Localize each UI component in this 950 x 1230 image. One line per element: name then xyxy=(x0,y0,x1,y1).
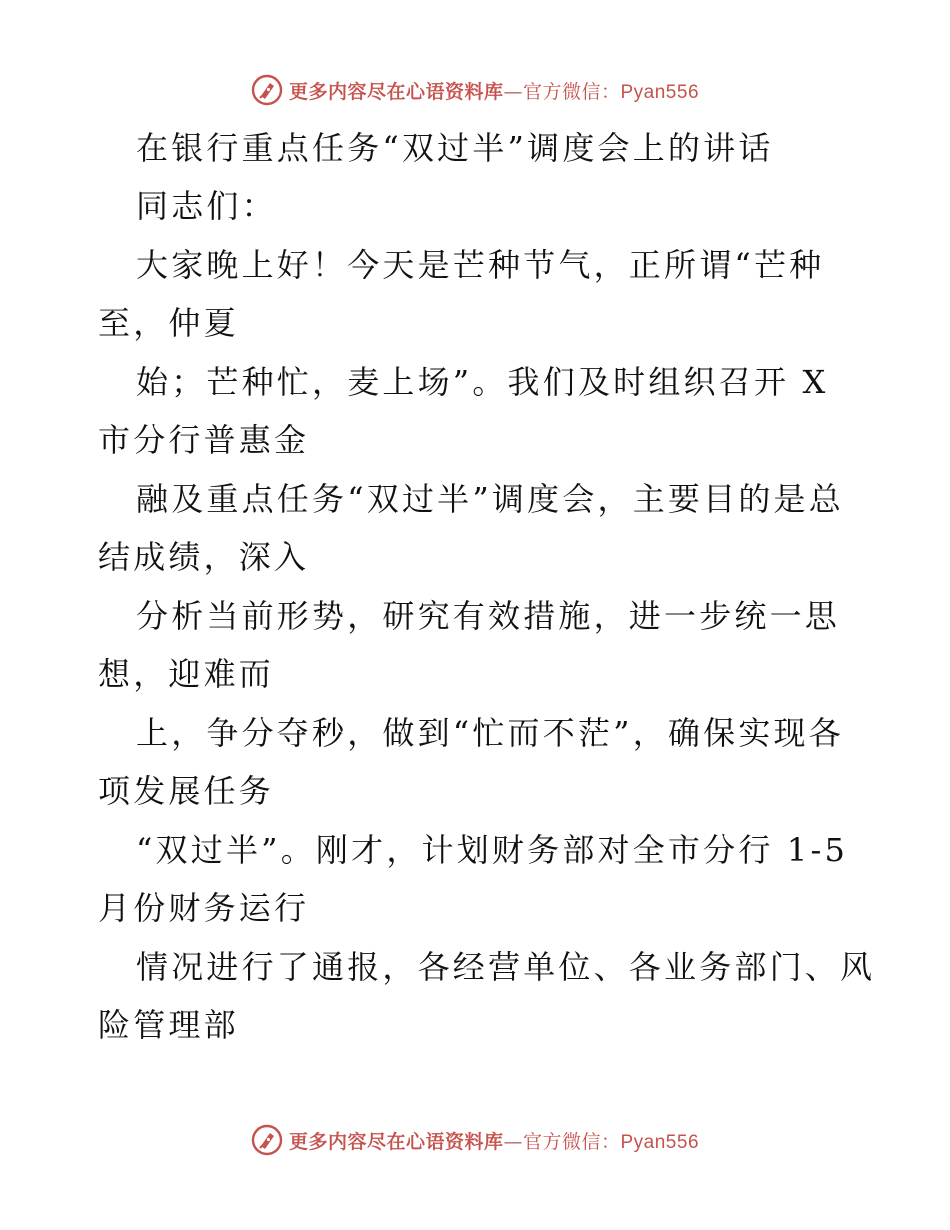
text-line: 融及重点任务“双过半”调度会，主要目的是总 xyxy=(136,480,844,518)
text-line: 情况进行了通报，各经营单位、各业务部门、风 xyxy=(136,948,876,986)
watermark-text xyxy=(289,1127,699,1154)
text-line: 始；芒种忙，麦上场”。我们及时组织召开 X xyxy=(136,363,829,401)
watermark-brand: 更多内容尽在心语资料库 xyxy=(288,80,504,103)
text-line: 至，仲夏 xyxy=(98,304,239,342)
text-line: 结成绩，深入 xyxy=(98,538,310,576)
text-line: 月份财务运行 xyxy=(98,889,310,927)
document-title: 在银行重点任务“双过半”调度会上的讲话 xyxy=(136,129,774,167)
text-line: 想，迎难而 xyxy=(98,655,275,693)
watermark-brand: 更多内容尽在心语资料库 xyxy=(288,1130,504,1153)
watermark-wechat-label: 官方微信： xyxy=(522,80,621,103)
watermark-wechat-label: 官方微信： xyxy=(522,1130,621,1153)
text-line: 上，争分夺秒，做到“忙而不茫”，确保实现各 xyxy=(136,714,844,752)
text-line: 分析当前形势，研究有效措施，进一步统一思 xyxy=(136,597,841,635)
text-line: 同志们： xyxy=(136,187,277,225)
header-watermark xyxy=(0,72,950,108)
watermark-text xyxy=(289,77,699,104)
text-line: “双过半”。刚才，计划财务部对全市分行 1-5 xyxy=(136,831,849,869)
text-line: 险管理部 xyxy=(98,1006,239,1044)
text-line: 项发展任务 xyxy=(98,772,275,810)
watermark-wechat-id: Pyan556 xyxy=(620,1131,700,1153)
text-line: 市分行普惠金 xyxy=(98,421,310,459)
watermark-separator: — xyxy=(503,1130,523,1153)
text-line: 大家晚上好！今天是芒种节气，正所谓“芒种 xyxy=(136,246,825,284)
watermark-wechat-id: Pyan556 xyxy=(620,81,700,103)
pen-nib-logo-icon xyxy=(251,74,283,106)
watermark-separator: — xyxy=(503,80,523,103)
footer-watermark xyxy=(0,1122,950,1158)
pen-nib-logo-icon xyxy=(251,1124,283,1156)
